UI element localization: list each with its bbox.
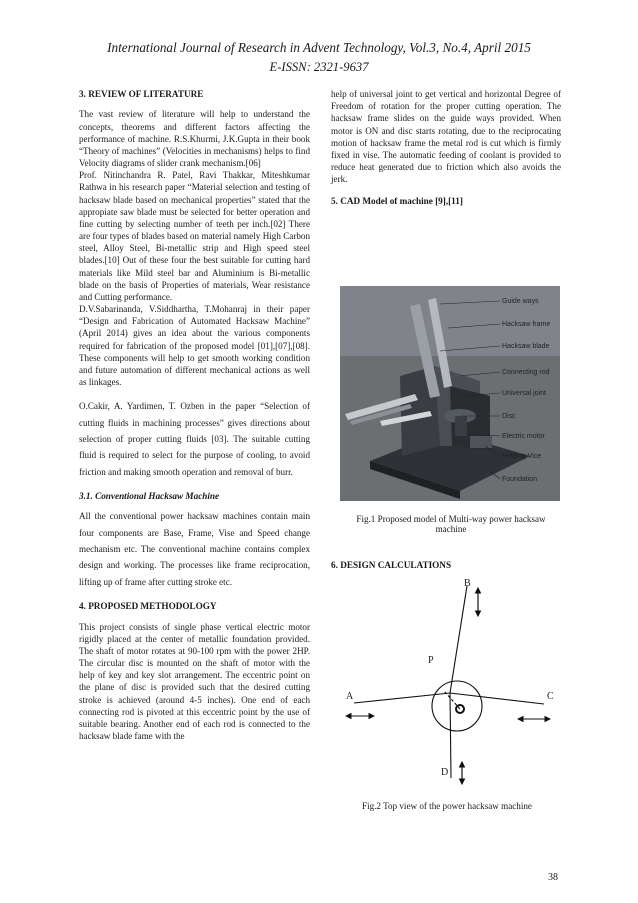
- review-paragraph-1: The vast review of literature will help to understand the concepts, theorems and different factors affecting the performance of machine. R.S.Khurmi, J.K.Gupta in their book “Theory of machines” (Velocities in mechanisms) helps to find Velocity diagrams of slider crank mechanism.[06]: [79, 109, 310, 169]
- label-connecting-rod: Connecting rod: [502, 369, 550, 376]
- cad-model-figure: [340, 286, 560, 501]
- cad-model-labels: [340, 286, 560, 501]
- label-disc: Disc: [502, 413, 516, 420]
- section-6-heading: 6. DESIGN CALCULATIONS: [331, 560, 452, 570]
- section-5-heading: 5. CAD Model of machine [9],[11]: [331, 196, 463, 207]
- top-view-svg: [340, 578, 560, 788]
- right-column: [331, 88, 561, 216]
- figure-1-caption: Fig.1 Proposed model of Multi-way power hacksaw machine: [356, 514, 546, 534]
- label-hacksaw-blade: Hacksaw blade: [502, 343, 550, 350]
- conventional-paragraph: All the conventional power hacksaw machines contain main four components are Base, Frame, Vise and Speed change mechanism etc. The conventional machine contains complex design and working. The processes like frame reciprocation, lifting up of frame after cutting stroke etc.: [79, 511, 310, 587]
- label-guide-ways: Guide ways: [502, 298, 539, 305]
- section-4-heading: 4. PROPOSED METHODOLOGY: [79, 601, 217, 612]
- label-holding-vice: Holding Vice: [502, 453, 542, 460]
- review-paragraph-2: Prof. Nitinchandra R. Patel, Ravi Thakkar, Miteshkumar Rathwa in his research paper “Material selection and testing of hacksaw blade based on mechanical properties” stated that the appropiate saw blade must be selected for better operation and fine cutting by selecting number of teeth per inch.[02] There are four types of blades based on material namely High Carbon steel, Alloy Steel, Bi-metallic strip and High speed steel blades.[10] Out of these four the best suitable for cutting hard materials like Mild steel bar and Aluminium is Bi-metallic blade on the basis of Properties of materials, Wear resistance and Cutting performance.: [79, 170, 310, 302]
- diagram-label-b: B: [464, 578, 471, 589]
- section-3-heading: 3. REVIEW OF LITERATURE: [79, 89, 204, 99]
- section-3-1-heading: 3.1. Conventional Hacksaw Machine: [79, 491, 220, 502]
- top-view-diagram: [340, 578, 560, 788]
- review-paragraph-4: O.Cakir, A. Yardimen, T. Ozben in the paper “Selection of cutting fluids in machining processes” gives directions about selection of proper cutting fluids [03]. The suitable cutting fluid is required to select for the purpose of cooling, to avoid friction and making smooth operation and removal of burr.: [79, 401, 310, 477]
- left-column: [79, 88, 310, 742]
- diagram-label-d: D: [441, 767, 449, 778]
- diagram-label-p: P: [428, 655, 434, 666]
- label-electric-motor: Electric motor: [502, 433, 545, 440]
- review-paragraph-3: D.V.Sabarinanda, V.Siddhartha, T.Mohanraj in their paper “Design and Fabrication of Automated Hacksaw Machine” (April 2014) gives an idea about the various components required for fabrication of the proposed model [01],[07],[08]. These components will help to get smooth working condition and future automation of different mechanical actions as well as linkages.: [79, 304, 310, 388]
- page-number: 38: [548, 872, 558, 883]
- methodology-paragraph-1: This project consists of single phase vertical electric motor rigidly placed at the center of metallic foundation provided. The shaft of motor rotates at 90-100 rpm with the power 2HP. The circular disc is mounted on the shaft of motor with the help of key and key slot arrangement. The eccentric point on the plane of disc is provided such that the desired cutting stroke is achieved (around 4-5 inches). One end of each connecting rod is pivoted at this eccentric point by the use of suitable bearing. Another end of each rod is connected to the hacksaw blade fame with the: [79, 621, 310, 742]
- figure-2-caption: Fig.2 Top view of the power hacksaw machine: [362, 801, 532, 811]
- methodology-paragraph-2: help of universal joint to get vertical and horizontal Degree of Freedom of rotation for the proper cutting operation. The hacksaw frame slides on the guide ways provided. When motor is ON and disc starts rotating, due to the reciprocating motion of hacksaw frame the metal rod is cut which is firmly fixed in vise. The automatic feeding of coolant is provided to reduce heat generated due to friction which also avoids the jerk.: [331, 89, 561, 185]
- label-foundation: Foundation: [502, 476, 538, 483]
- journal-title: International Journal of Research in Advent Technology, Vol.3, No.4, April 2015: [107, 40, 531, 55]
- diagram-label-c: C: [547, 691, 554, 702]
- issn: E-ISSN: 2321-9637: [269, 60, 369, 74]
- label-universal-joint: Universal joint: [502, 390, 546, 397]
- label-hacksaw-frame: Hacksaw frame: [502, 321, 551, 328]
- diagram-label-a: A: [346, 691, 354, 702]
